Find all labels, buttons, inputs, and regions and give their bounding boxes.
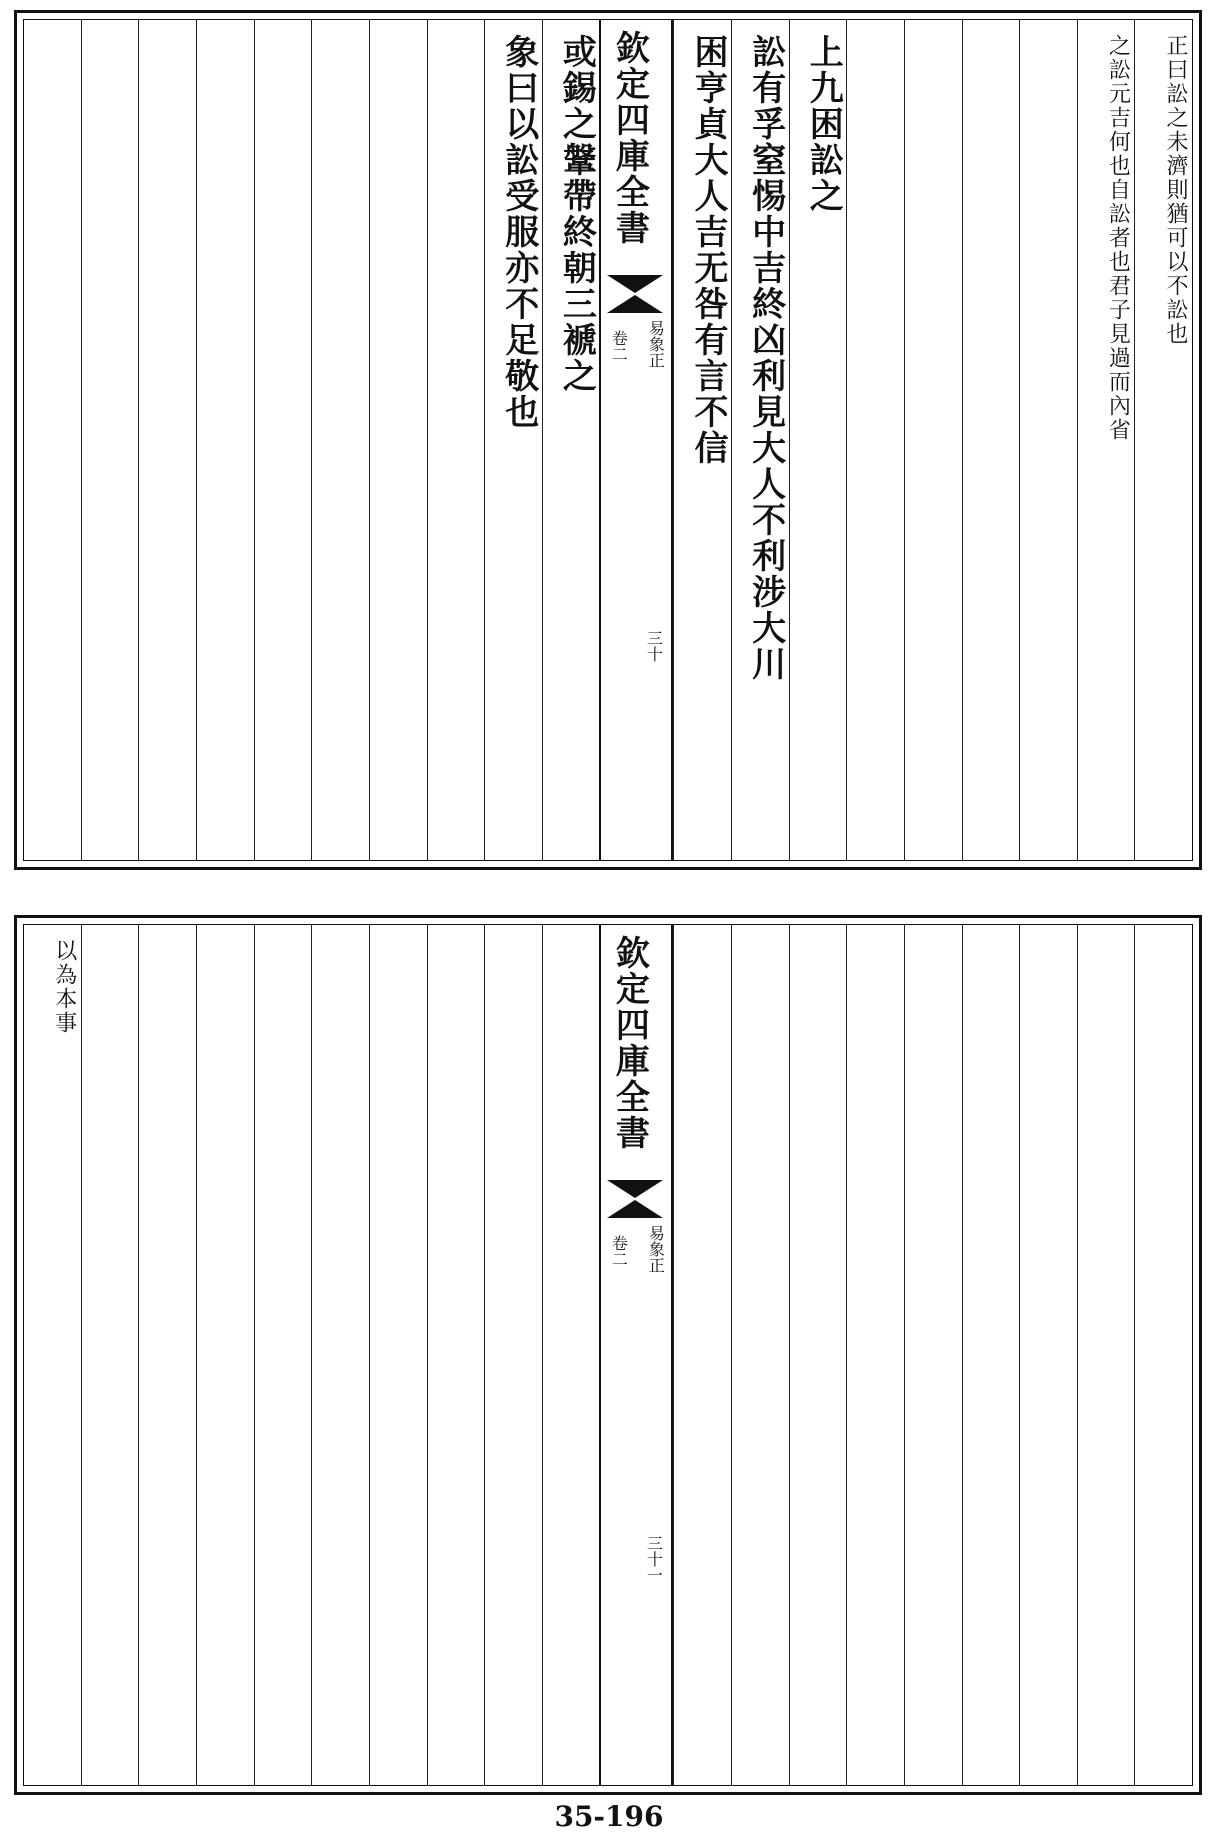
collection-title: 欽定四庫全書 (609, 935, 650, 1151)
heading-column: 或錫之鞶帶終朝三褫之 (542, 20, 600, 860)
text-column (427, 20, 485, 860)
text-column (81, 20, 139, 860)
page-number: 35-196 (554, 1800, 664, 1833)
text-column (1019, 925, 1077, 1785)
text-column (846, 925, 904, 1785)
text-column (904, 925, 962, 1785)
text-column (311, 925, 369, 1785)
text-column (311, 20, 369, 860)
text-column: 以為本事 (51, 939, 77, 1035)
text-column (369, 925, 427, 1785)
fish-tail-mark (607, 1180, 663, 1198)
text-column (1077, 925, 1135, 1785)
text-column (962, 925, 1020, 1785)
heading-column: 上九困訟之 (789, 20, 847, 860)
text-column (673, 925, 731, 1785)
fish-tail-mark (607, 1200, 663, 1218)
text-column: 正曰訟之未濟則猶可以不訟也 (1134, 20, 1192, 860)
text-column (254, 20, 312, 860)
heading-column: 困亨貞大人吉无咎有言不信 (673, 20, 731, 860)
text-column (196, 20, 254, 860)
text-column (196, 925, 254, 1785)
bottom-leaf (14, 915, 1202, 1795)
text-column (369, 20, 427, 860)
collection-title: 欽定四庫全書 (609, 30, 650, 246)
text-column (81, 925, 139, 1785)
volume-label: 卷二 (609, 330, 629, 362)
center-gutter (599, 20, 673, 860)
text-column (904, 20, 962, 860)
text-column (138, 925, 196, 1785)
heading-column: 訟有孚窒惕中吉終凶利見大人不利涉大川 (731, 20, 789, 860)
top-leaf (14, 10, 1202, 870)
text-column (427, 925, 485, 1785)
heading-column: 象曰以訟受服亦不足敬也 (484, 20, 542, 860)
text-column (1134, 925, 1192, 1785)
top-leaf-text-frame (23, 19, 1193, 861)
book-name: 易象正 (646, 1225, 666, 1273)
folio-number: 三十 (644, 630, 664, 662)
text-column (484, 925, 542, 1785)
text-column (542, 925, 600, 1785)
text-column: 之訟元吉何也自訟者也君子見過而內省 (1077, 20, 1135, 860)
fish-tail-mark (607, 295, 663, 313)
book-name: 易象正 (646, 320, 666, 368)
fish-tail-mark (607, 275, 663, 293)
text-column (24, 20, 81, 860)
volume-label: 卷二 (609, 1235, 629, 1267)
center-gutter (599, 925, 673, 1785)
text-column (962, 20, 1020, 860)
folio-number: 三十一 (644, 1535, 664, 1583)
text-column (254, 925, 312, 1785)
bottom-leaf-text-frame (23, 924, 1193, 1786)
text-column (731, 925, 789, 1785)
text-column (789, 925, 847, 1785)
text-column (1019, 20, 1077, 860)
text-column (138, 20, 196, 860)
text-column (846, 20, 904, 860)
